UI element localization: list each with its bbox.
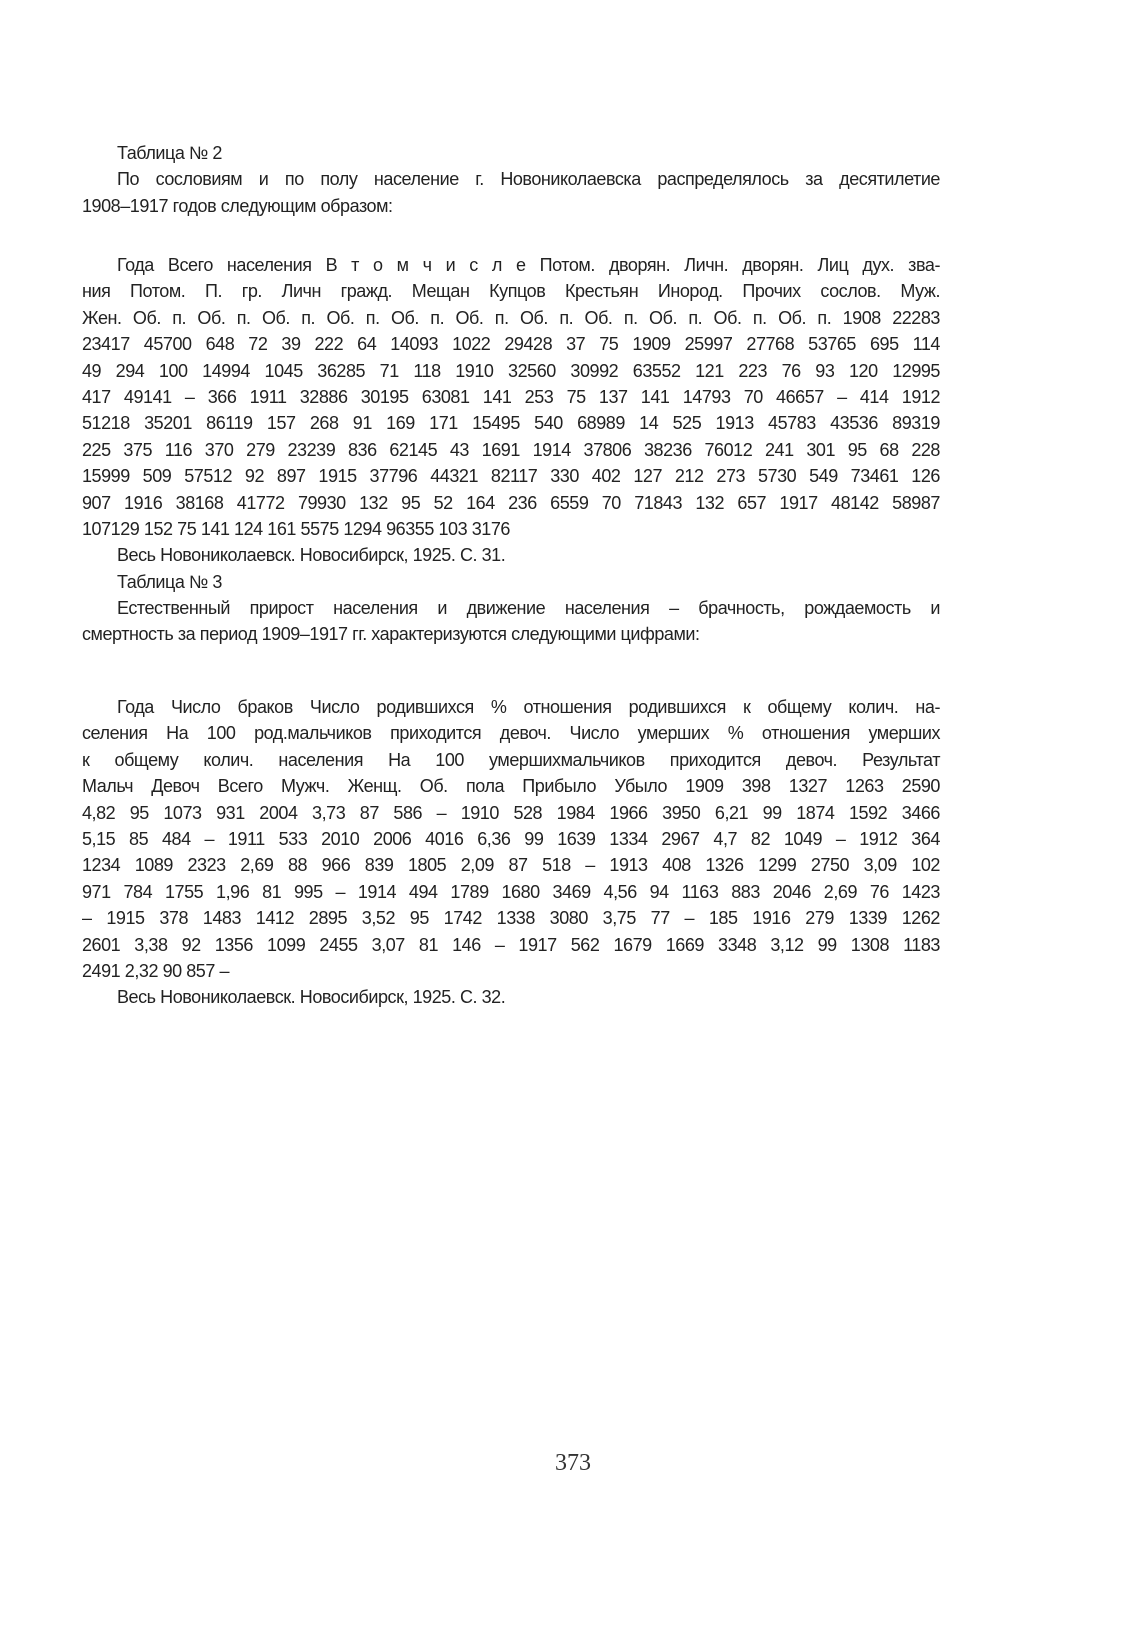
table3-body-line: – 1915 378 1483 1412 2895 3,52 95 1742 1338 3080 3,75 77 – 185 1916 279 1339 1262 [82,908,940,929]
table2-body-line: 51218 35201 86119 157 268 91 169 171 15495 540 68989 14 525 1913 45783 43536 89319 [82,413,940,434]
table3-intro-line: Естественный прирост населения и движение населения – брачность, рождаемость и [117,598,940,619]
table3-body-line: 971 784 1755 1,96 81 995 – 1914 494 1789 1680 3469 4,56 94 1163 883 2046 2,69 76 1423 [82,881,940,902]
table3-body-line: 2491 2,32 90 857 – [82,960,230,981]
table3-body-line: Года Число браков Число родившихся % отношения родившихся к общему колич. на- [117,697,940,717]
table2-title: Таблица № 2 [117,143,222,163]
table3-intro-line: смертность за период 1909–1917 гг. характеризуются следующими цифрами: [82,624,700,645]
table2-section [82,140,940,219]
table2-body-line: 225 375 116 370 279 23239 836 62145 43 1691 1914 37806 38236 76012 241 301 95 68 228 [82,439,940,460]
table3-title: Таблица № 3 [117,571,222,592]
table3-body-line: к общему колич. населения На 100 умершихмальчиков приходится девоч. Результат [82,749,940,770]
table2-body-line: 23417 45700 648 72 39 222 64 14093 1022 29428 37 75 1909 25997 27768 53765 695 114 [82,334,940,355]
table2-body-line: 49 294 100 14994 1045 36285 71 118 1910 32560 30992 63552 121 223 76 93 120 12995 [82,360,940,381]
table3-body-line: Мальч Девоч Всего Мужч. Женщ. Об. пола Прибыло Убыло 1909 398 1327 1263 2590 [82,776,940,797]
table2-body-line: 15999 509 57512 92 897 1915 37796 44321 82117 330 402 127 212 273 5730 549 73461 126 [82,466,940,487]
table3-body-line: 5,15 85 484 – 1911 533 2010 2006 4016 6,36 99 1639 1334 2967 4,7 82 1049 – 1912 364 [82,828,940,849]
page-number: 373 [555,1450,591,1476]
table2-intro-line: По сословиям и по полу население г. Новониколаевска распределялось за десятилетие [117,169,940,190]
table2-body-line: 417 49141 – 366 1911 32886 30195 63081 141 253 75 137 141 14793 70 46657 – 414 1912 [82,386,940,407]
table3-body-line: селения На 100 род.мальчиков приходится девоч. Число умерших % отношения умерших [82,723,940,744]
table3-body-line: 1234 1089 2323 2,69 88 966 839 1805 2,09 87 518 – 1913 408 1326 1299 2750 3,09 102 [82,855,940,876]
table2-intro-line: 1908–1917 годов следующим образом: [82,195,393,216]
table2-source: Весь Новониколаевск. Новосибирск, 1925. С. 31. [117,545,506,566]
table3-body-line: 4,82 95 1073 931 2004 3,73 87 586 – 1910 528 1984 1966 3950 6,21 99 1874 1592 3466 [82,802,940,823]
table3-body [82,694,940,1011]
table2-body-line: ния Потом. П. гр. Личн гражд. Мещан Купцов Крестьян Инород. Прочих сослов. Муж. [82,281,940,302]
table3-body-line: 2601 3,38 92 1356 1099 2455 3,07 81 146 – 1917 562 1679 1669 3348 3,12 99 1308 1183 [82,934,940,955]
table2-body-line: 107129 152 75 141 124 161 5575 1294 96355 103 3176 [82,518,510,539]
table2-body-line: Жен. Об. п. Об. п. Об. п. Об. п. Об. п. Об. п. Об. п. Об. п. Об. п. Об. п. Об. п. 1908 22283 [82,307,940,328]
table2-body [82,252,940,648]
table2-body-line: 907 1916 38168 41772 79930 132 95 52 164 236 6559 70 71843 132 657 1917 48142 58987 [82,492,940,513]
table2-body-line: Года Всего населения В т о м ч и с л е Потом. дворян. Личн. дворян. Лиц дух. зва- [117,255,940,275]
table3-source: Весь Новониколаевск. Новосибирск, 1925. С. 32. [117,987,506,1008]
